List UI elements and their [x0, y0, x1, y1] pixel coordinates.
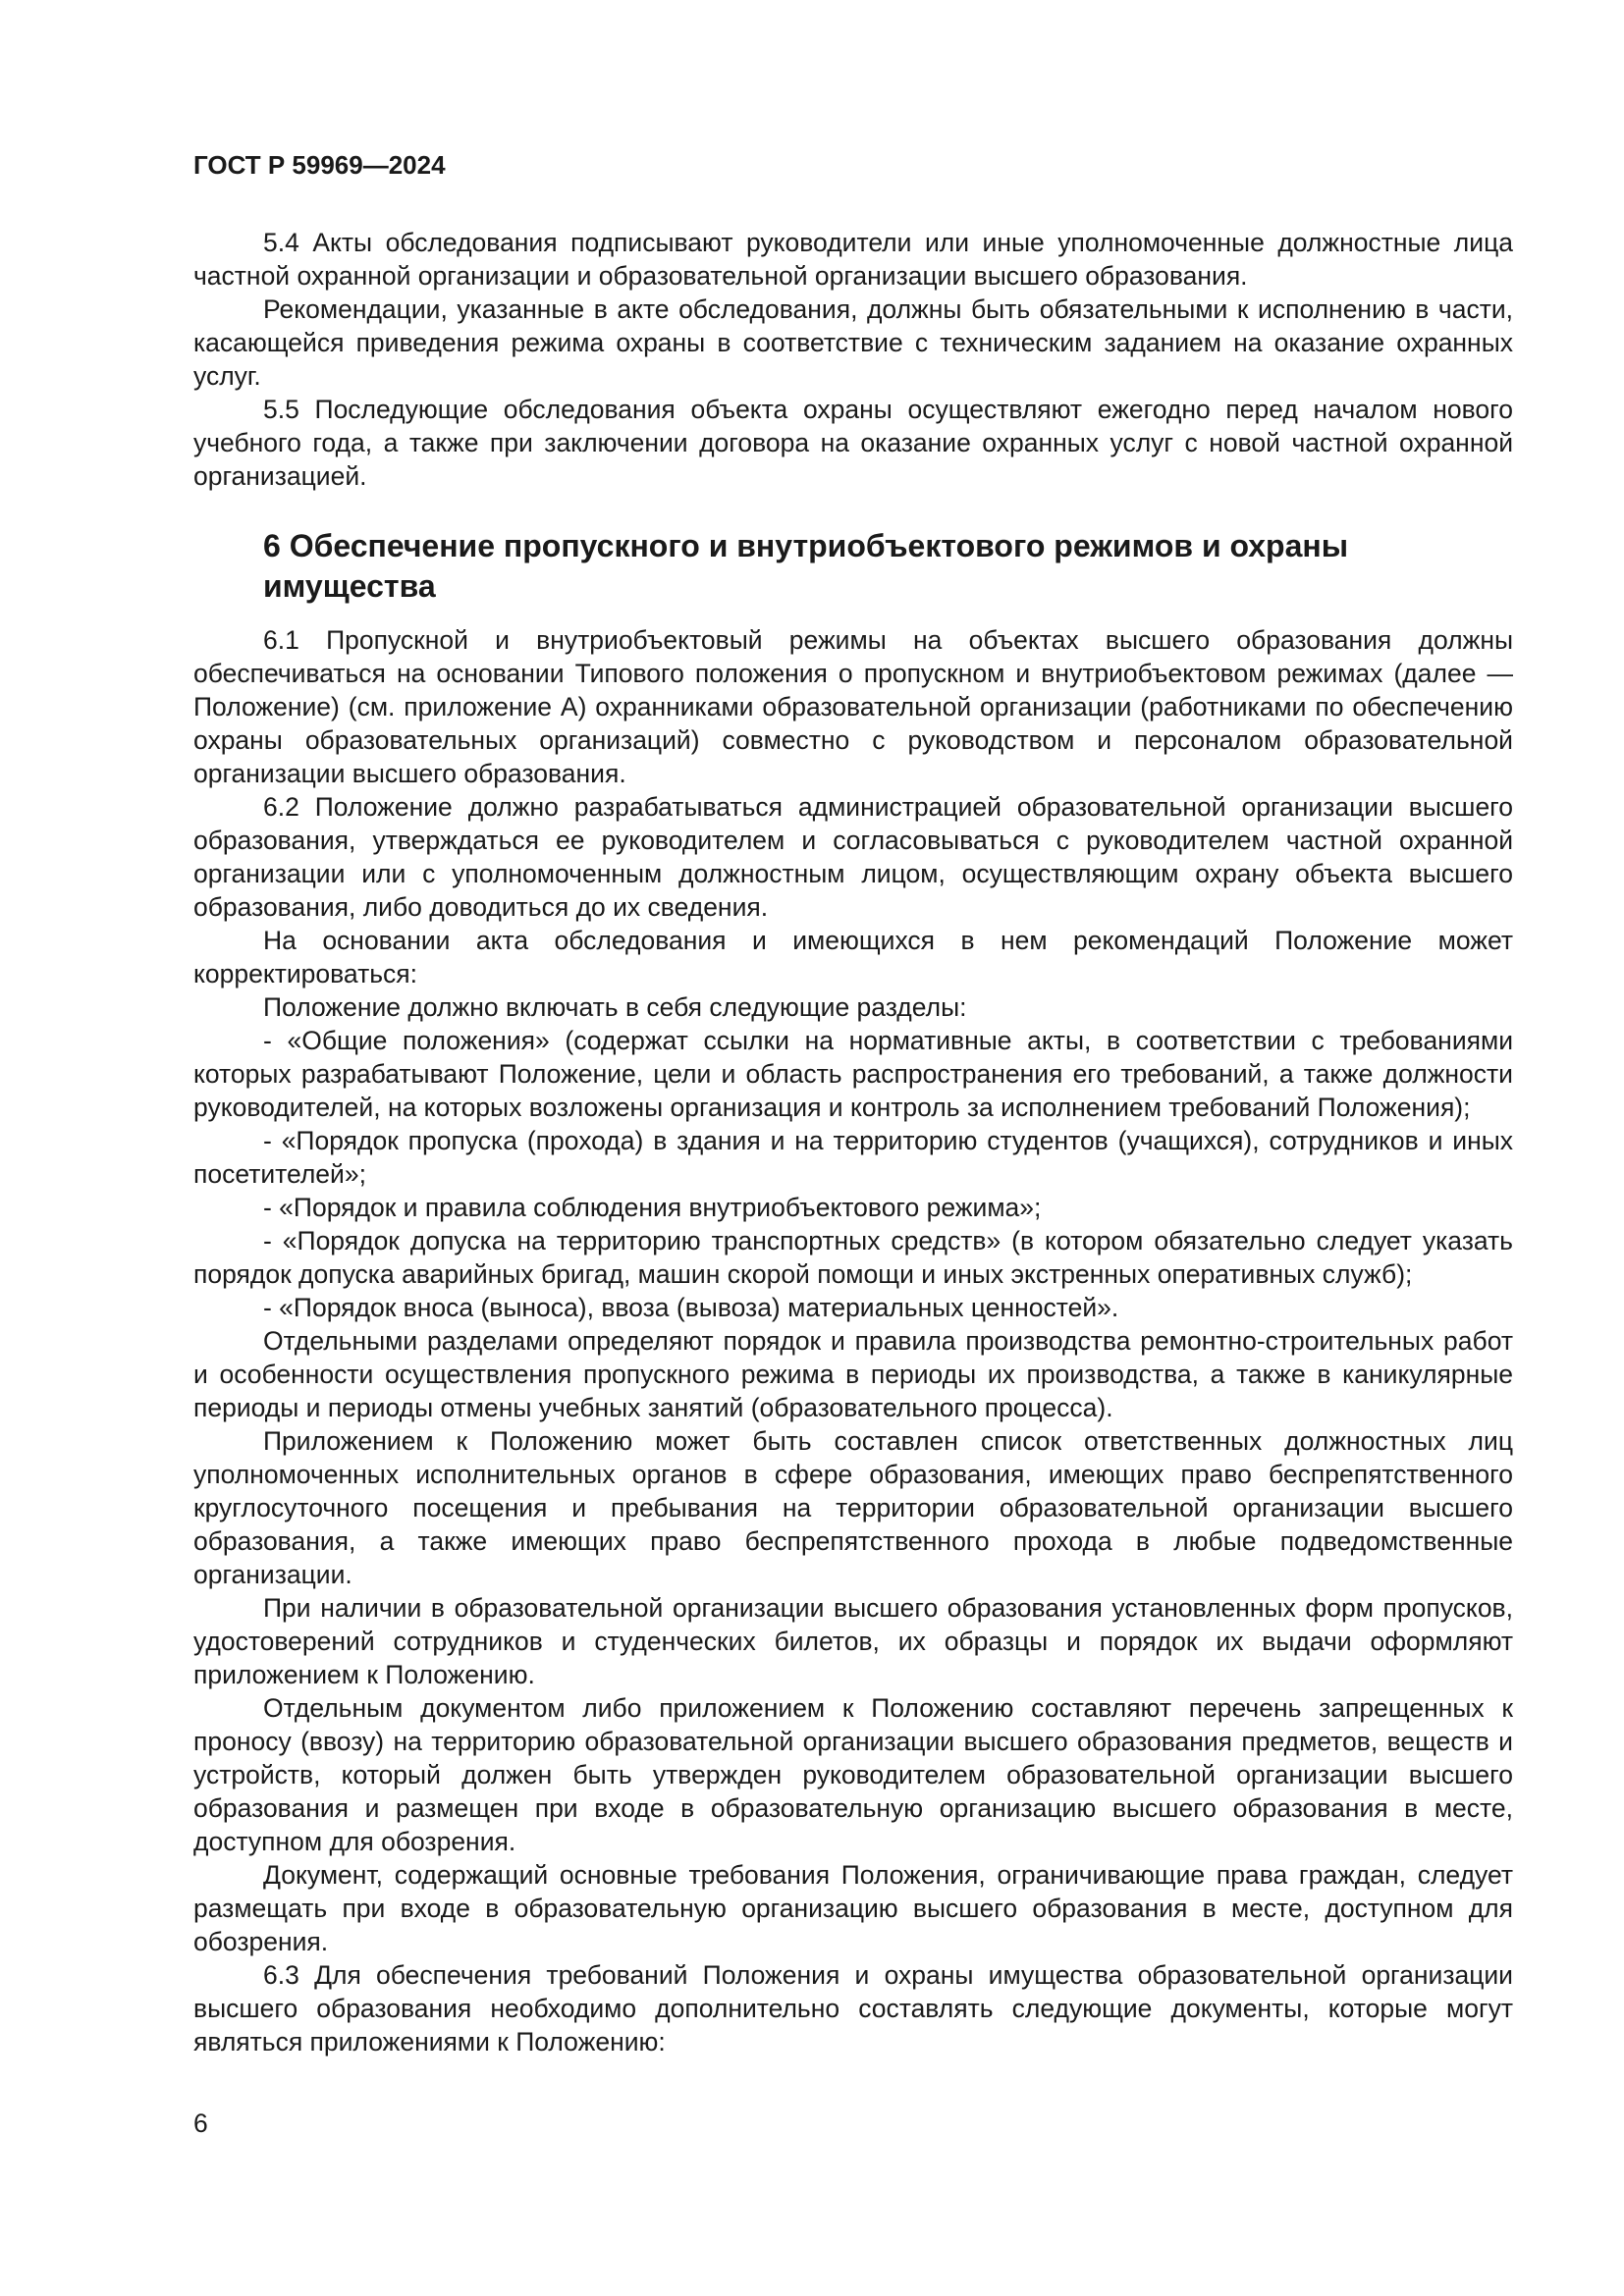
paragraph-repair-works: Отдельными разделами определяют порядок и правила производства ремонтно-строительных работ и особенности осуществления пропускного режима в периоды их производства, а также в каникулярные периоды и периоды отмены учебных занятий (образовательного процесса). — [193, 1326, 1513, 1422]
list-item-material-values: - «Порядок вноса (выноса), ввоза (вывоза) материальных ценностей». — [263, 1293, 1119, 1322]
paragraph-6-3: 6.3 Для обеспечения требований Положения и охраны имущества образовательной организации высшего образования необходимо дополнительно составлять следующие документы, которые могут являться приложениями к Положению: — [193, 1960, 1513, 2056]
section-6-heading-line-1: 6 Обеспечение пропускного и внутриобъектового режимов и охраны — [263, 528, 1349, 563]
list-item-general-provisions: - «Общие положения» (содержат ссылки на нормативные акты, в соответствии с требованиями которых разрабатывают Положение, цели и область распространения его требований, а также должности руководителей, на которых возложены организация и контроль за исполнением требований Положения); — [193, 1026, 1513, 1122]
list-item-vehicle-access: - «Порядок допуска на территорию транспортных средств» (в котором обязательно следует указать порядок допуска аварийных бригад, машин скорой помощи и иных экстренных оперативных служб); — [193, 1226, 1513, 1289]
document-header: ГОСТ Р 59969—2024 — [193, 150, 446, 180]
paragraph-correction: На основании акта обследования и имеющихся в нем рекомендаций Положение может корректироваться: — [193, 926, 1513, 988]
paragraph-6-1: 6.1 Пропускной и внутриобъектовый режимы на объектах высшего образования должны обеспечиваться на основании Типового положения о пропускном и внутриобъектовом режимах (далее — Положение) (см. приложение А) охранниками образовательной организации (работниками по обеспечению охраны образовательных организаций) совместно с руководством и персоналом образовательной организации высшего образования. — [193, 625, 1513, 788]
paragraph-pass-forms: При наличии в образовательной организации высшего образования установленных форм пропусков, удостоверений сотрудников и студенческих билетов, их образцы и порядок их выдачи оформляют приложением к Положению. — [193, 1593, 1513, 1689]
paragraph-rights-restrictions: Документ, содержащий основные требования Положения, ограничивающие права граждан, следует размещать при входе в образовательную организацию высшего образования в месте, доступном для обозрения. — [193, 1860, 1513, 1956]
document-body — [193, 226, 1513, 2058]
paragraph-officials-list: Приложением к Положению может быть составлен список ответственных должностных лиц уполномоченных исполнительных органов в сфере образования, имеющих право беспрепятственного круглосуточного посещения и пребывания на территории образовательной организации высшего образования, а также имеющих право беспрепятственного прохода в любые подведомственные организации. — [193, 1426, 1513, 1589]
list-item-access-order: - «Порядок пропуска (прохода) в здания и на территорию студентов (учащихся), сотрудников и иных посетителей»; — [193, 1126, 1513, 1189]
paragraph-recommendations: Рекомендации, указанные в акте обследования, должны быть обязательными к исполнению в части, касающейся приведения режима охраны в соответствие с техническим заданием на оказание охранных услуг. — [193, 294, 1513, 391]
section-6-heading — [263, 526, 1513, 607]
paragraph-prohibited-items: Отдельным документом либо приложением к Положению составляют перечень запрещенных к проносу (ввозу) на территорию образовательной организации высшего образования предметов, веществ и устройств, который должен быть утвержден руководителем образовательной организации высшего образования и размещен при входе в образовательную организацию высшего образования в месте, доступном для обозрения. — [193, 1693, 1513, 1856]
paragraph-6-2: 6.2 Положение должно разрабатываться администрацией образовательной организации высшего образования, утверждаться ее руководителем и согласовываться с руководителем частной охранной организации или с уполномоченным должностным лицом, осуществляющим охрану объекта высшего образования, либо доводиться до их сведения. — [193, 792, 1513, 922]
paragraph-5-5: 5.5 Последующие обследования объекта охраны осуществляют ежегодно перед началом нового учебного года, а также при заключении договора на оказание охранных услуг с новой частной охранной организацией. — [193, 395, 1513, 491]
page-number: 6 — [193, 2109, 208, 2138]
document-page — [193, 0, 1513, 2296]
paragraph-5-4: 5.4 Акты обследования подписывают руководители или иные уполномоченные должностные лица частной охранной организации и образовательной организации высшего образования. — [193, 228, 1513, 291]
section-6-heading-line-2: имущества — [263, 568, 436, 604]
list-item-internal-regime: - «Порядок и правила соблюдения внутриобъектового режима»; — [263, 1193, 1042, 1222]
paragraph-sections-intro: Положение должно включать в себя следующие разделы: — [263, 992, 967, 1022]
